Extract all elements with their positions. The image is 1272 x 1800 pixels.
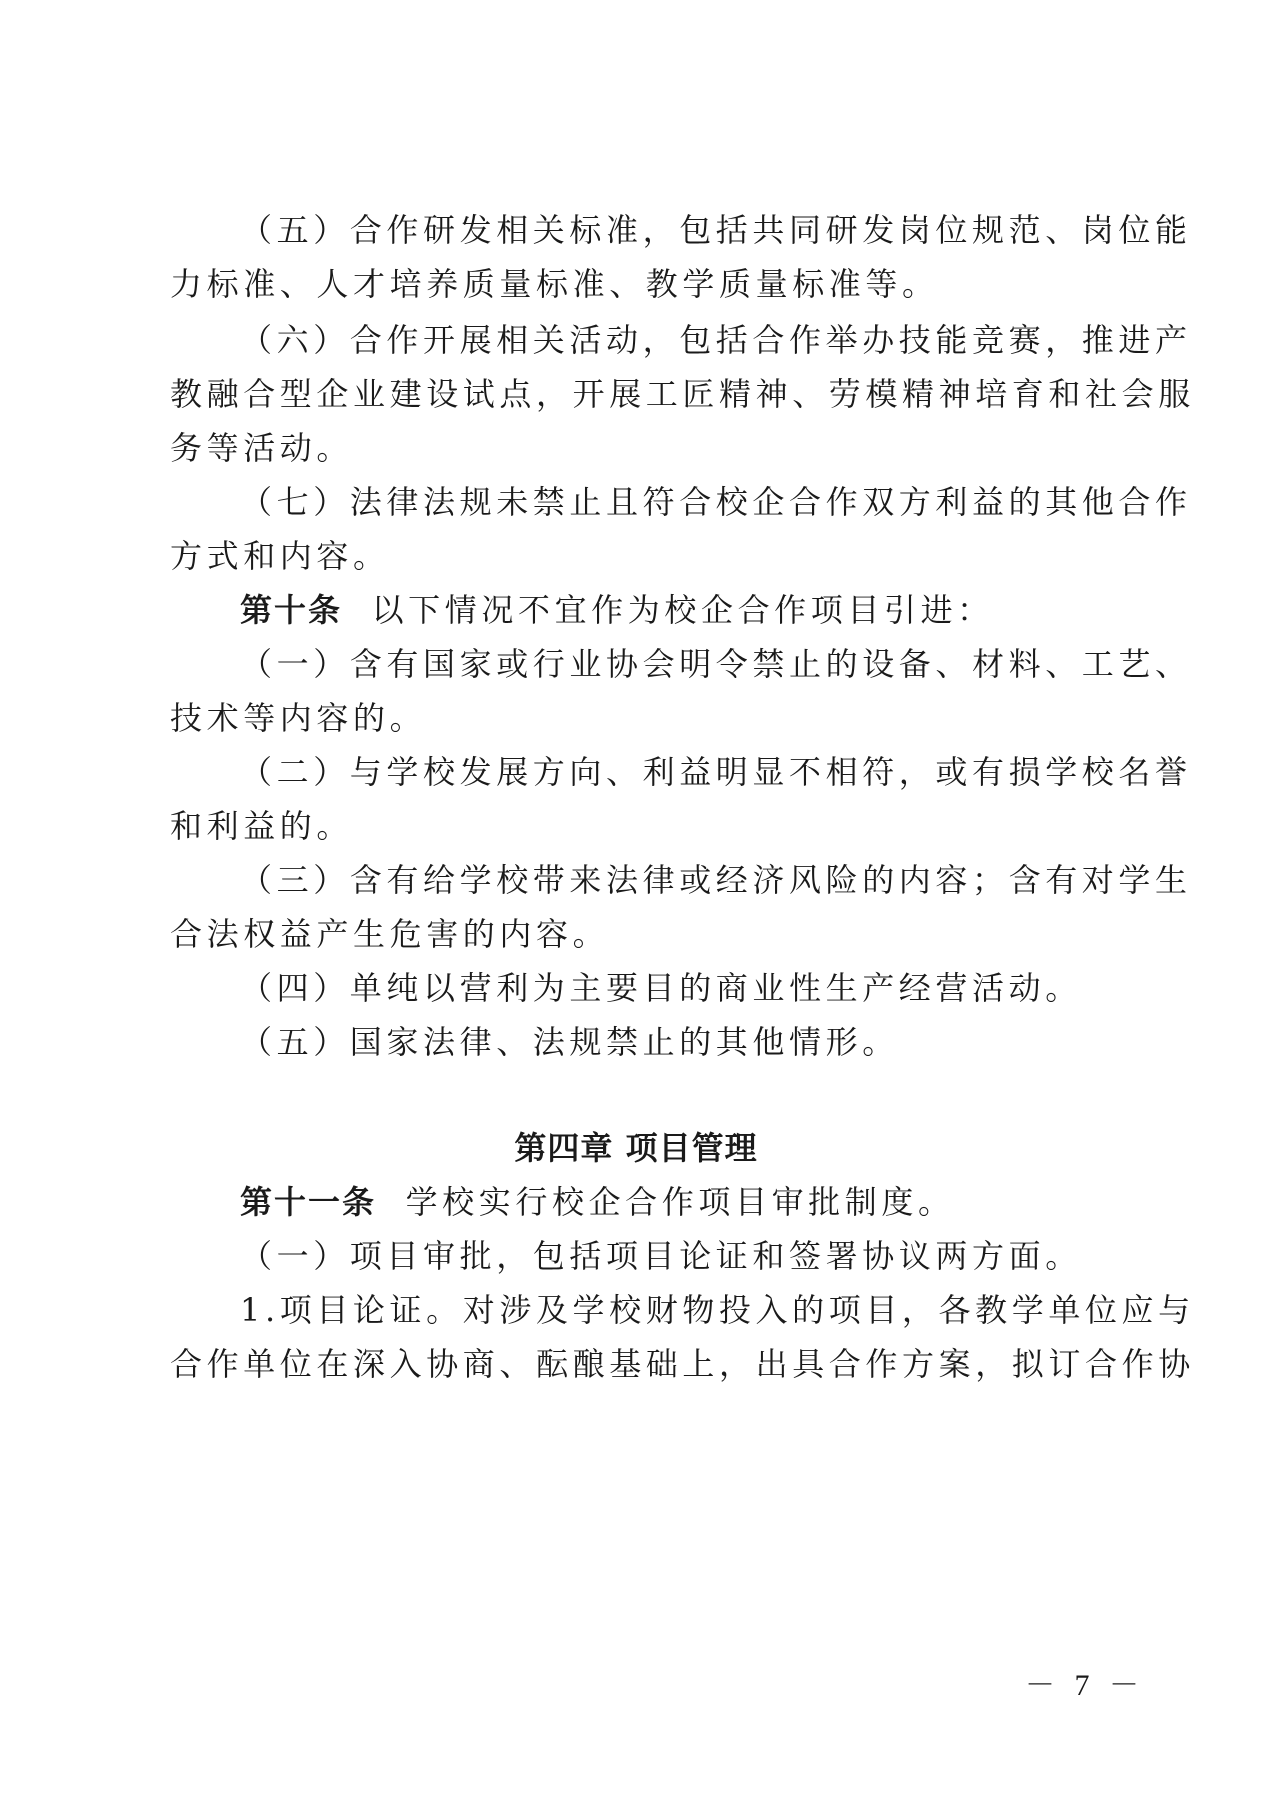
- article-10-line: [240, 590, 1110, 630]
- article-10-label: 第十条: [240, 591, 343, 629]
- article-11-text: 学校实行校企合作项目审批制度。: [405, 1183, 955, 1221]
- paragraph-line: （一）含有国家或行业协会明令禁止的设备、材料、工艺、: [240, 645, 1192, 683]
- paragraph-line: 务等活动。: [170, 429, 354, 467]
- paragraph-line: 1.项目论证。对涉及学校财物投入的项目，各教学单位应与: [240, 1291, 1195, 1329]
- page-number: － 7 －: [1025, 1669, 1145, 1702]
- paragraph-line: （四）单纯以营利为主要目的商业性生产经营活动。: [240, 969, 1082, 1007]
- paragraph-line: （一）项目审批，包括项目论证和签署协议两方面。: [240, 1237, 1082, 1275]
- paragraph-line: （六）合作开展相关活动，包括合作举办技能竞赛，推进产: [240, 321, 1192, 359]
- paragraph-line: 教融合型企业建设试点，开展工匠精神、劳模精神培育和社会服: [170, 375, 1195, 413]
- paragraph-line: （二）与学校发展方向、利益明显不相符，或有损学校名誉: [240, 753, 1192, 791]
- paragraph-line: （七）法律法规未禁止且符合校企合作双方利益的其他合作: [240, 483, 1192, 521]
- paragraph-line: 合法权益产生危害的内容。: [170, 915, 610, 953]
- paragraph-line: 方式和内容。: [170, 537, 390, 575]
- paragraph-line: 技术等内容的。: [170, 699, 427, 737]
- paragraph-line: 合作单位在深入协商、酝酿基础上，出具合作方案，拟订合作协: [170, 1345, 1195, 1383]
- article-10-text: 以下情况不宜作为校企合作项目引进：: [371, 591, 994, 629]
- article-11-label: 第十一条: [240, 1183, 377, 1221]
- article-11-line: [240, 1182, 1110, 1222]
- paragraph-line: 和利益的。: [170, 807, 354, 845]
- paragraph-line: 力标准、人才培养质量标准、教学质量标准等。: [170, 265, 939, 303]
- chapter-heading: 第四章 项目管理: [514, 1129, 758, 1167]
- paragraph-line: （五）国家法律、法规禁止的其他情形。: [240, 1023, 899, 1061]
- paragraph-line: （三）含有给学校带来法律或经济风险的内容；含有对学生: [240, 861, 1192, 899]
- paragraph-line: （五）合作研发相关标准，包括共同研发岗位规范、岗位能: [240, 211, 1192, 249]
